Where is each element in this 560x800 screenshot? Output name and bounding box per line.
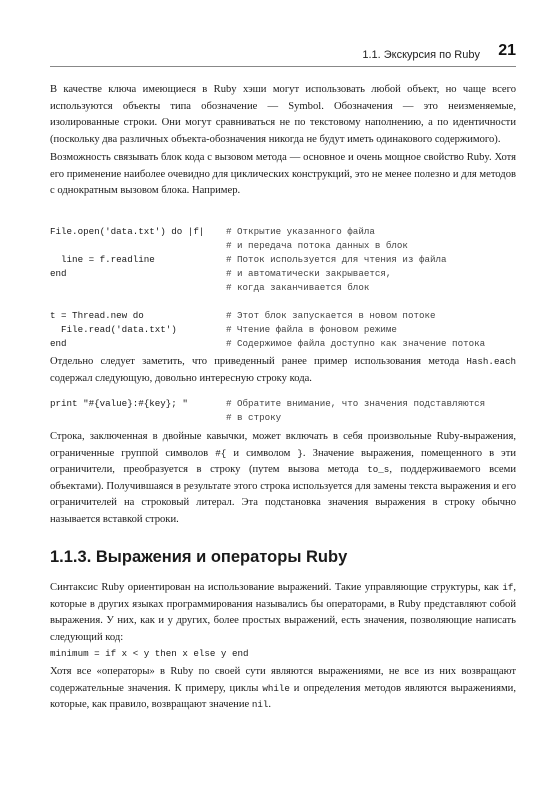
inline-code: if [502,582,514,593]
inline-code: #{ [215,447,227,459]
code-comment: # Обратите внимание, что значения подставляются [226,398,486,409]
code-text: end [50,338,67,349]
code-line [50,253,520,267]
paragraph-string-interpolation: Строка, заключенная в двойные кавычки, может включать в себя произвольные Ruby-выражения, ограниченные группой символов #{ и символом }. Значение выражения, помещенного в эти ограничители, преобразуется в строку (путем вызова метода to_s, поддерживаемого всеми объектами). Получившаяся в результате этого строка используется для замены текста выражения и его ограничителей на строковый литерал. Эта подстановка значения выражения в строку обычно называется вставкой строки. [50,431,516,525]
section-heading: 1.1.3. Выражения и операторы Ruby [50,548,348,566]
inline-code: while [262,682,290,694]
code-comment: # Чтение файла в фоновом режиме [226,324,397,335]
code-comment: # когда заканчивается блок [226,282,370,293]
code-line [50,239,520,253]
paragraph-blocks: Возможность связывать блок кода с вызовом метода — основное и очень мощное свойство Ruby. Хотя его применение наиболее очевидно для циклических конструкций, это не менее полезно и для методов с однократным вызовом блока. Например. [50,152,516,196]
inline-code: to_s [367,464,390,475]
paragraph-hash-each: Отдельно следует заметить, что приведенный ранее пример использования метода Hash.each содержал следующую, довольно интересную строку кода. [50,356,516,384]
code-line [50,411,520,425]
code-comment: # в строку [226,412,282,423]
page-number: 21 [498,42,516,59]
paragraph-operators: Хотя все «операторы» в Ruby по своей сути являются выражениями, не все из них возвращают содержательные значения. К примеру, циклы while и определения методов являются выражениями, которые, как правило, возвращают значение nil. [50,666,516,710]
code-line [50,267,520,281]
code-line [50,647,520,661]
code-line [50,323,520,337]
code-text: minimum = if x < y then x else y end [50,648,249,659]
code-comment: # Открытие указанного файла [226,226,375,237]
code-line [50,225,520,239]
code-line [50,397,520,411]
running-header [50,40,516,67]
code-comment: # Этот блок запускается в новом потоке [226,310,436,321]
inline-code: nil [251,699,269,710]
code-text: end [50,268,67,279]
code-comment: # Содержимое файла доступно как значение потока [226,338,486,349]
running-title: 1.1. Экскурсия по Ruby [362,49,480,61]
code-comment: # Поток используется для чтения из файла [226,254,447,265]
code-text: File.read('data.txt') [50,324,177,335]
paragraph-hash-keys: В качестве ключа имеющиеся в Ruby хэши могут использовать любой объект, но чаще всего используются объекты типа обозначение — Symbol. Обозначения — это неизменяемые, изолированные строки. Они могут сравниваться не по текстовому наполнению, а по идентичности (поскольку два различных объекта-обозначения никогда не будут иметь одинакового содержимого). [50,84,516,145]
code-text: line = f.readline [50,254,155,265]
code-text: t = Thread.new do [50,310,144,321]
inline-code: } [297,447,303,459]
code-text: File.open('data.txt') do |f| [50,226,205,237]
code-line [50,309,520,323]
inline-code: Hash.each [466,356,516,367]
code-comment: # и передача потока данных в блок [226,240,408,251]
code-text: print "#{value}:#{key}; " [50,398,188,409]
paragraph-expressions: Синтаксис Ruby ориентирован на использование выражений. Такие управляющие структуры, как if, которые в других языках программирования назывались бы операторами, в Ruby представляют собой выражения. У них, как и у других, более простых выражений, есть значения, позволяющие написать следующий код: [50,582,516,643]
code-line [50,295,520,309]
code-line [50,337,520,351]
code-comment: # и автоматически закрывается, [226,268,392,279]
code-line [50,281,520,295]
